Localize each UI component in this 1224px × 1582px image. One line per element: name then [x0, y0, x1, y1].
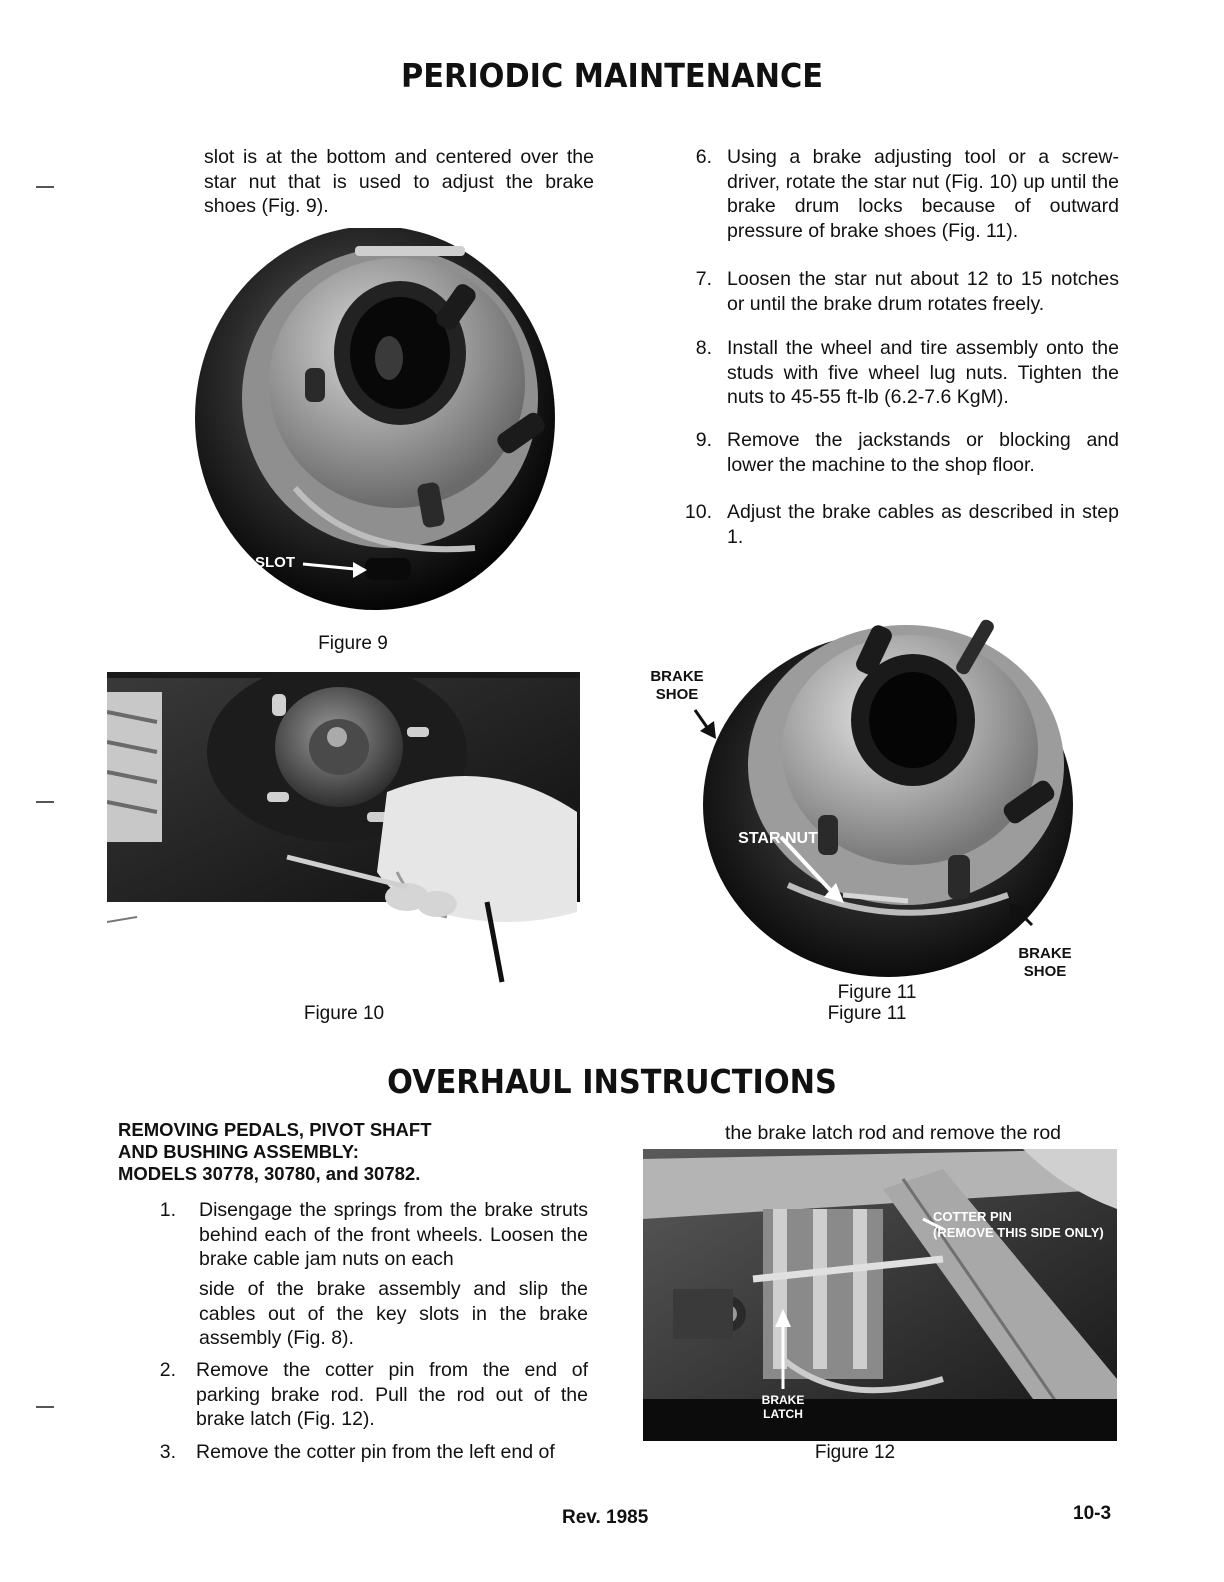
step-number: 1.	[159, 1199, 176, 1221]
slot-label: SLOT	[255, 554, 295, 571]
step-text: Using a brake adjusting tool or a screw-driver, rotate the star nut (Fig. 10) up until the brake drum locks because of outward pressure of brake shoes (Fig. 11).	[727, 146, 1119, 242]
figure-12-photo	[643, 1149, 1117, 1441]
step-text: Disengage the springs from the brake struts behind each of the front wheels. Loosen the brake cable jam nuts on each	[199, 1199, 588, 1270]
intro-paragraph: slot is at the bottom and centered over the star nut that is used to adjust the brake shoes (Fig. 9).	[204, 146, 594, 217]
overhaul-step-2	[152, 1358, 588, 1434]
overhaul-step-3	[152, 1440, 588, 1466]
cotter-pin-text: COTTER PIN	[933, 1209, 1012, 1224]
step-text: Install the wheel and tire assembly onto the studs with five wheel lug nuts. Tighten the nuts to 45-55 ft-lb (6.2-7.6 KgM).	[727, 337, 1119, 408]
cotter-pin-label	[933, 1209, 1113, 1241]
figure-11-photo	[648, 605, 1080, 985]
step-7	[676, 267, 1120, 319]
step-number: 9.	[695, 429, 712, 451]
figure-12-caption: Figure 12	[814, 1442, 896, 1463]
page-number: 10-3	[1073, 1503, 1112, 1524]
brake-shoe-top-label: BRAKE SHOE	[650, 668, 704, 703]
step-number: 3.	[159, 1441, 176, 1463]
brake-shoe-bottom-label: BRAKE SHOE	[1018, 945, 1072, 980]
figure-9-caption: Figure 9	[318, 633, 388, 654]
figure-10-photo	[107, 672, 580, 990]
step-number: 6.	[695, 146, 712, 168]
margin-mark	[36, 801, 54, 803]
step-text: Remove the jackstands or blocking and lower the machine to the shop floor.	[727, 429, 1119, 476]
step-text: Loosen the star nut about 12 to 15 notches or until the brake drum rotates freely.	[727, 268, 1119, 315]
star-nut-label: STAR NUT	[738, 830, 818, 847]
step-9	[676, 428, 1120, 480]
step-3-continuation: the brake latch rod and remove the rod	[725, 1122, 1062, 1144]
overhaul-step-1	[152, 1198, 588, 1274]
revision-label: Rev. 1985	[562, 1507, 649, 1528]
step-text: Remove the cotter pin from the left end of	[196, 1441, 555, 1463]
figure-11-caption-duplicate: Figure 11	[827, 1003, 907, 1024]
figure-11-caption: Figure 11	[837, 982, 917, 1003]
subheading-line-3: MODELS 30778, 30780, and 30782.	[118, 1163, 421, 1184]
figure-9-photo	[175, 228, 565, 623]
subheading-line-1: REMOVING PEDALS, PIVOT SHAFT	[118, 1119, 432, 1140]
subheading-line-2: AND BUSHING ASSEMBLY:	[118, 1141, 359, 1162]
page-title: PERIODIC MAINTENANCE	[400, 56, 824, 95]
brake-latch-label: BRAKE LATCH	[761, 1393, 805, 1421]
step-number: 2.	[159, 1359, 176, 1381]
margin-mark	[36, 186, 54, 188]
margin-mark	[36, 1406, 54, 1408]
step-number: 7.	[695, 268, 712, 290]
remove-this-side-text: (REMOVE THIS SIDE ONLY)	[933, 1225, 1104, 1240]
step-6	[676, 145, 1120, 245]
section-title-overhaul: OVERHAUL INSTRUCTIONS	[387, 1062, 837, 1101]
overhaul-subheading	[118, 1119, 598, 1185]
figure-10-caption: Figure 10	[303, 1003, 385, 1024]
step-text: Remove the cotter pin from the end of parking brake rod. Pull the rod out of the brake latch (Fig. 12).	[196, 1359, 588, 1430]
overhaul-step-1-continued: side of the brake assembly and slip the cables out of the key slots in the brake assembly (Fig. 8).	[199, 1278, 588, 1349]
step-text: Adjust the brake cables as described in step 1.	[727, 501, 1119, 548]
step-8	[676, 336, 1120, 412]
step-number: 10.	[684, 501, 712, 523]
step-number: 8.	[695, 337, 712, 359]
step-10	[676, 500, 1120, 552]
